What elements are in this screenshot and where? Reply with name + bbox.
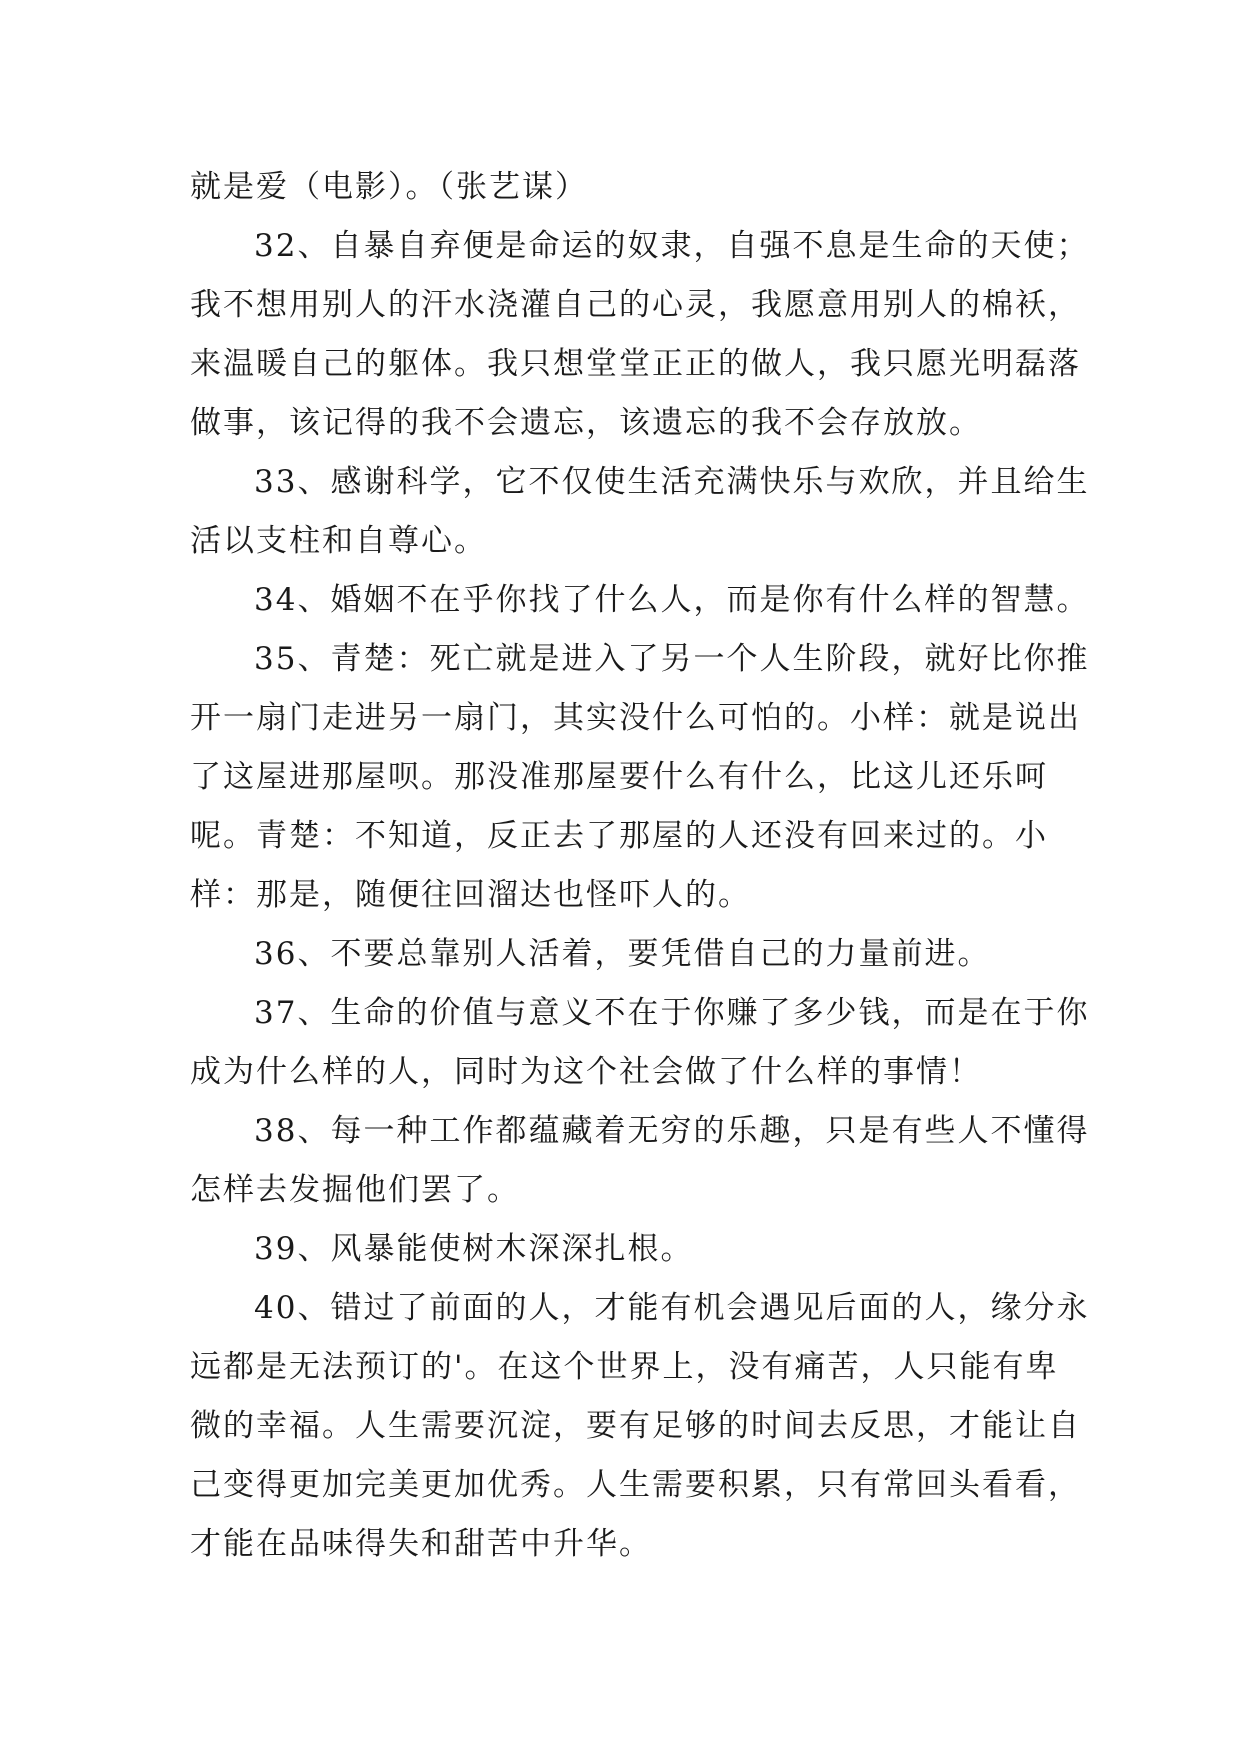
paragraph-quote-32: 32、自暴自弃便是命运的奴隶，自强不息是生命的天使；我不想用别人的汗水浇灌自己的心灵，我愿意用别人的棉袄，来温暖自己的躯体。我只想堂堂正正的做人，我只愿光明磊落做事，该记得的我不会遗忘，该遗忘的我不会存放放。: [190, 228, 1090, 441]
paragraph-quote-39: 39、风暴能使树木深深扎根。: [254, 1231, 694, 1267]
document-body: [190, 158, 1090, 1574]
paragraph-quote-33: 33、感谢科学，它不仅使生活充满快乐与欢欣，并且给生活以支柱和自尊心。: [190, 464, 1090, 559]
paragraph-quote-35: 35、青楚：死亡就是进入了另一个人生阶段，就好比你推开一扇门走进另一扇门，其实没什么可怕的。小样：就是说出了这屋进那屋呗。那没准那屋要什么有什么，比这儿还乐呵呢。青楚：不知道，反正去了那屋的人还没有回来过的。小样：那是，随便往回溜达也怪吓人的。: [190, 641, 1090, 913]
paragraph-continuation: 就是爱（电影）。（张艺谋）: [190, 169, 588, 205]
paragraph-quote-40: 40、错过了前面的人，才能有机会遇见后面的人，缘分永远都是无法预订的'。在这个世界上，没有痛苦，人只能有卑微的幸福。人生需要沉淀，要有足够的时间去反思，才能让自己变得更加完美更加优秀。人生需要积累，只有常回头看看，才能在品味得失和甜苦中升华。: [190, 1290, 1090, 1562]
paragraph-quote-37: 37、生命的价值与意义不在于你赚了多少钱，而是在于你成为什么样的人，同时为这个社会做了什么样的事情！: [190, 995, 1090, 1090]
paragraph-quote-34: 34、婚姻不在乎你找了什么人，而是你有什么样的智慧。: [254, 582, 1090, 618]
paragraph-quote-38: 38、每一种工作都蕴藏着无穷的乐趣，只是有些人不懂得怎样去发掘他们罢了。: [190, 1113, 1090, 1208]
paragraph-quote-36: 36、不要总靠别人活着，要凭借自己的力量前进。: [254, 936, 991, 972]
